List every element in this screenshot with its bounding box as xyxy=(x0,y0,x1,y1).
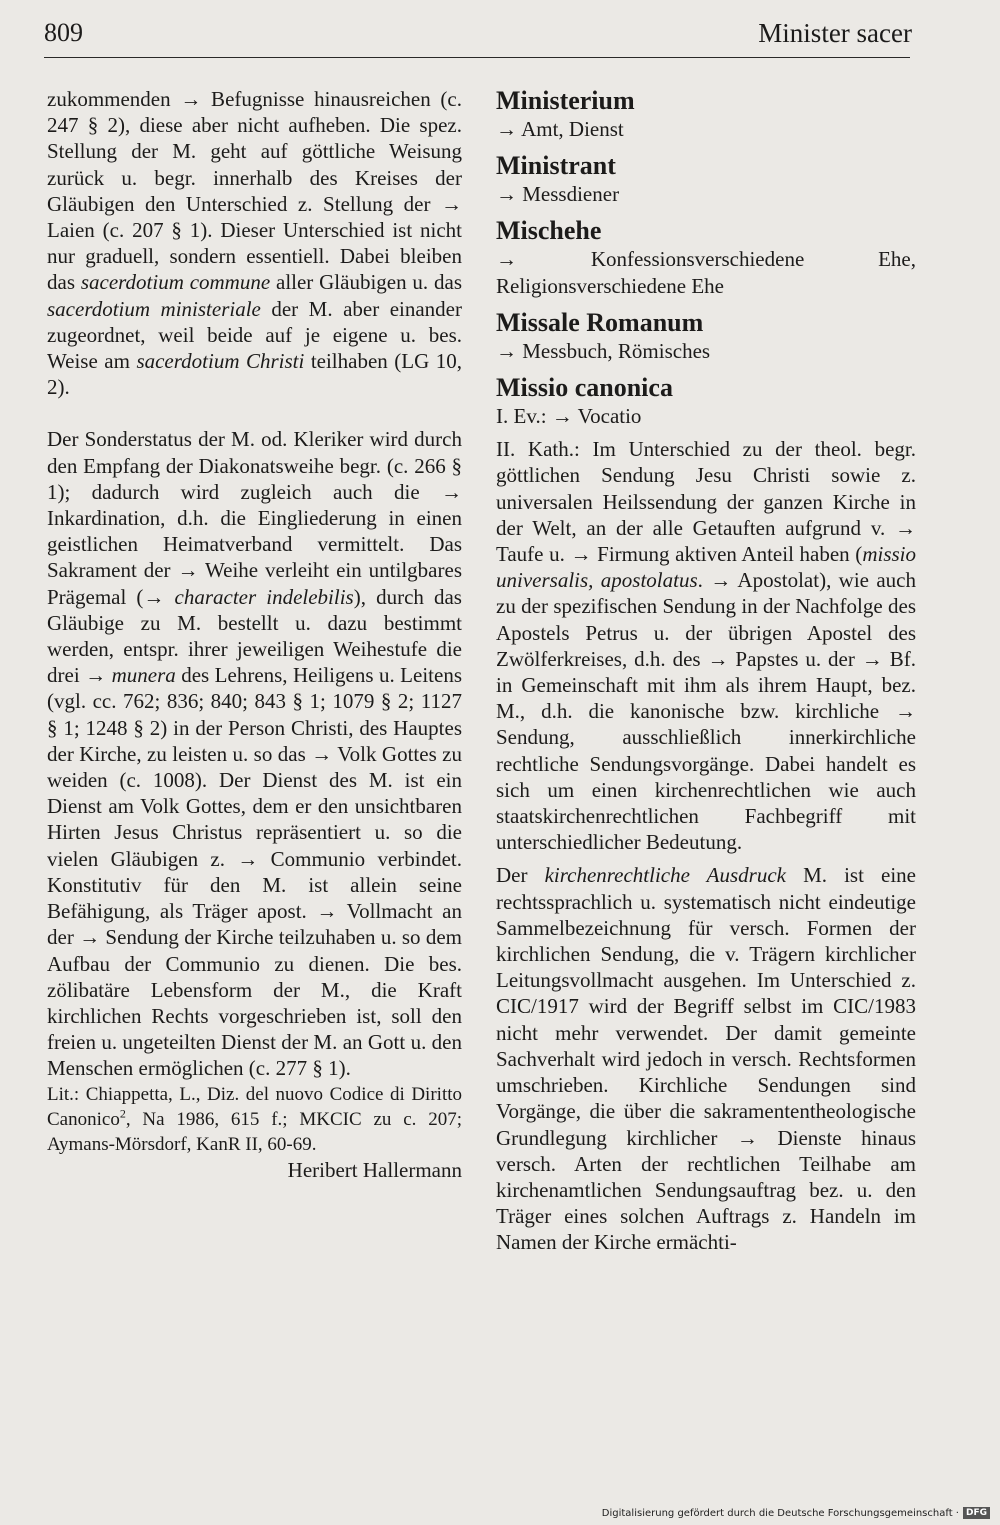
digitization-footer xyxy=(602,1507,990,1519)
cross-reference: I. Ev.: → Vocatio xyxy=(496,404,642,429)
dfg-logo: DFG xyxy=(963,1507,990,1519)
entry-heading-ministrant: Ministrant xyxy=(496,151,616,181)
running-head: Minister sacer xyxy=(758,18,912,48)
cross-reference: → Konfessionsverschiedene Ehe, Religionsverschiedene Ehe xyxy=(496,247,916,298)
cross-reference: → Messdiener xyxy=(496,182,620,207)
cross-reference: → Amt, Dienst xyxy=(496,117,624,141)
paragraph: II. Kath.: Im Unterschied zu der theol. begr. göttlichen Sendung Jesu Christi sowie z. universalen Heilssendung der ganzen Kirche in der Welt, an der alle Getauften aufgrund v. → Taufe u. → Firmung aktiven Anteil haben (missio universalis, apostolatus. → Apostolat), wie auch zu der spezifischen Sendung in der Nachfolge des Apostels Petrus u. der übrigen Apostel des Zwölferkreises, d.h. des → Papstes u. der → Bf. in Gemeinschaft mit ihm als ihrem Haupt, bez. M., d.h. die kanonische bzw. kirchliche → Sendung, ausschließlich innerkirchliche rechtliche Sendungsvorgänge. Dabei handelt es sich um einen kirchenrechtlichen wie auch staatskirchenrechtlichen Fachbegriff mit unterschiedlicher Bedeutung. xyxy=(496,437,916,855)
header-rule xyxy=(44,57,910,58)
page-header xyxy=(44,14,912,56)
paragraph: Der Sonderstatus der M. od. Kleriker wird durch den Empfang der Diakonatsweihe begr. (c. 266 § 1); dadurch wird zugleich auch die → Inkardination, d.h. die Eingliederung in einen geistlichen Heimatverband vermittelt. Das Sakrament der → Weihe verleiht ein untilgbares Prägemal (→ character indelebilis), durch das Gläubige zu M. bestellt u. dazu bestimmt werden, entspr. ihrer jeweiligen Weihestufe die drei → munera des Lehrens, Heiligens u. Leitens (vgl. cc. 762; 836; 840; 843 § 1; 1079 § 2; 1127 § 1; 1248 § 2) in der Person Christi, des Hauptes der Kirche, zu leisten u. so das → Volk Gottes zu weiden (c. 1008). Der Dienst des M. ist ein Dienst am Volk Gottes, dem er den unsichtbaren Hirten Jesus Christus repräsentiert u. so die vielen Gläubigen z. → Communio verbindet. Konstitutiv für den M. ist allein seine Befähigung, als Träger apost. → Vollmacht an der → Sendung der Kirche teilzuhaben u. so dem Aufbau der Communio zu dienen. Die bes. zölibatäre Lebensform der M., die Kraft kirchlichen Rechts vorgeschrieben ist, soll den freien u. ungeteilten Dienst der M. an Gott u. den Menschen ermöglichen (c. 277 § 1). xyxy=(47,427,462,1081)
left-column xyxy=(47,86,462,1183)
cross-reference: → Messbuch, Römisches xyxy=(496,338,711,363)
entry-heading-missio-canonica: Missio canonica xyxy=(496,373,673,403)
page-number: 809 xyxy=(44,18,83,47)
entry-heading-missale-romanum: Missale Romanum xyxy=(496,307,704,337)
paragraph: Der kirchenrechtliche Ausdruck M. ist eine rechtssprachlich u. systematisch nicht eindeutige Sammelbezeichnung für versch. Formen der kirchlichen Sendung, die v. Trägern kirchlicher Leitungsvollmacht ausgehen. Im Unterschied z. CIC/1917 wird der Begriff selbst im CIC/1983 nicht mehr verwendet. Der damit gemeinte Sachverhalt wird jedoch in versch. Rechtsformen umschrieben. Kirchliche Sendungen sind Vorgänge, die über die sakramententheologische Grundlegung kirchlicher → Dienste hinaus versch. Arten der rechtlichen Teilhabe am kirchenamtlichen Sendungsauftrag bez. u. den Träger eines solchen Auftrags z. Handeln im Namen der Kirche ermächti- xyxy=(496,863,916,1255)
literature: Lit.: Chiappetta, L., Diz. del nuovo Codice di Diritto Canonico$^2$, Na 1986, 615 f.; MKCIC zu c. 207; Aymans-Mörsdorf, KanR II, 60-69. xyxy=(47,1083,462,1155)
entry-heading-ministerium: Ministerium xyxy=(496,86,635,115)
paragraph: zukommenden → Befugnisse hinausreichen (c. 247 § 2), diese aber nicht aufheben. Die spez. Stellung der M. geht auf göttliche Weisung zurück u. begr. innerhalb des Kreises der Gläubigen den Unterschied z. Stellung der → Laien (c. 207 § 1). Dieser Unterschied ist nicht nur graduell, sondern essentiell. Dabei bleiben das sacerdotium commune aller Gläubigen u. das sacerdotium ministeriale der M. aber einander zugeordnet, weil beide auf je eigene u. bes. Weise am sacerdotium Christi teilhaben (LG 10, 2). xyxy=(47,87,462,400)
author-signature: Heribert Hallermann xyxy=(287,1157,462,1182)
footer-text: Digitalisierung gefördert durch die Deutsche Forschungsgemeinschaft · xyxy=(601,1507,959,1519)
right-column xyxy=(496,86,916,1256)
entry-heading-mischehe: Mischehe xyxy=(496,216,602,246)
